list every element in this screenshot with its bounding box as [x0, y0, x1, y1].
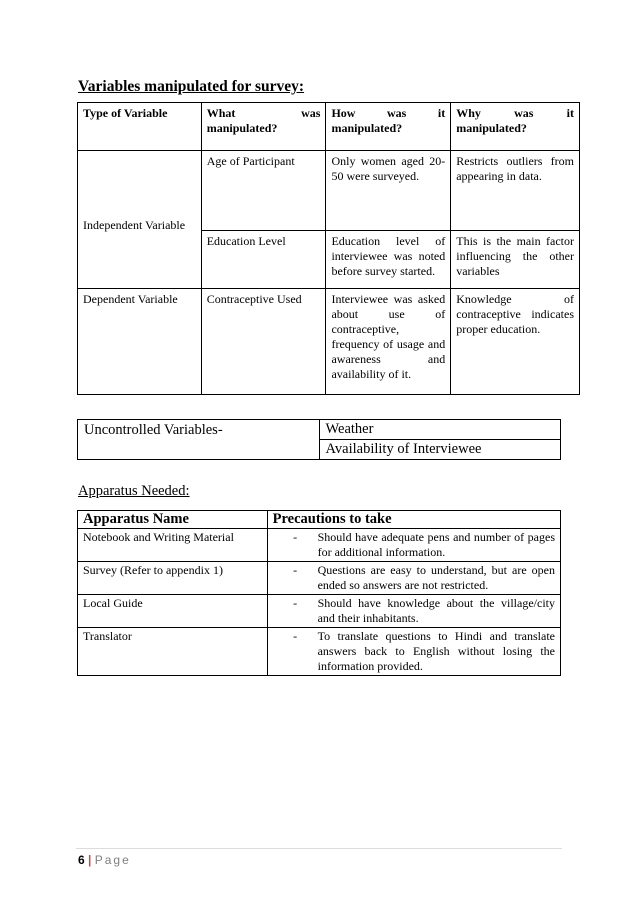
table-row [78, 595, 561, 628]
precaution-text: Should have adequate pens and number of pages for additional information. [317, 530, 555, 559]
apparatus-name: Survey (Refer to appendix 1) [78, 562, 268, 595]
footer-divider [76, 848, 562, 849]
independent-variable-label: Independent Variable [83, 217, 186, 232]
table-cell: Only women aged 20-50 were surveyed. [326, 151, 451, 231]
precaution-cell [267, 628, 560, 676]
uncontrolled-variables-table [77, 419, 561, 460]
table-cell: Knowledge of contraceptive indicates proper education. [451, 289, 580, 395]
section-heading-apparatus: Apparatus Needed: [78, 483, 190, 499]
table-row [78, 628, 561, 676]
dash-bullet: - [293, 596, 298, 610]
footer-separator: | [88, 853, 92, 867]
header-cell: What was manipulated? [201, 103, 326, 151]
header-cell: Why was it manipulated? [451, 103, 580, 151]
precaution-cell [267, 562, 560, 595]
precaution-text: Should have knowledge about the village/city and their inhabitants. [317, 596, 555, 625]
table-header-row [78, 103, 580, 151]
header-cell: Apparatus Name [78, 511, 268, 529]
page-number: 6 [78, 853, 85, 867]
table-row [78, 562, 561, 595]
variables-table [77, 102, 580, 395]
uncontrolled-item: Availability of Interviewee [319, 440, 561, 460]
precaution-text: Questions are easy to understand, but are open ended so answers are not restricted. [317, 563, 555, 592]
table-header-row [78, 511, 561, 529]
uncontrolled-item: Weather [319, 420, 561, 440]
section-heading-variables: Variables manipulated for survey: [78, 78, 305, 95]
table-cell: Education level of interviewee was noted before survey started. [326, 231, 451, 289]
dash-bullet: - [293, 530, 298, 544]
table-cell: This is the main factor influencing the other variables [451, 231, 580, 289]
uncontrolled-label-cell [78, 420, 320, 460]
apparatus-name: Notebook and Writing Material [78, 529, 268, 562]
table-row [78, 289, 580, 395]
apparatus-table [77, 510, 561, 676]
header-cell: Precautions to take [267, 511, 560, 529]
table-cell: Contraceptive Used [201, 289, 326, 395]
precaution-cell [267, 529, 560, 562]
header-cell: Type of Variable [78, 103, 202, 151]
dependent-variable-cell: Dependent Variable [78, 289, 202, 395]
table-cell: Age of Participant [201, 151, 326, 231]
dash-bullet: - [293, 629, 298, 643]
uncontrolled-label: Uncontrolled Variables- [84, 422, 223, 438]
page-label: Page [94, 853, 131, 867]
page-footer [78, 853, 131, 867]
apparatus-name: Translator [78, 628, 268, 676]
precaution-cell [267, 595, 560, 628]
table-row [78, 151, 580, 231]
apparatus-name: Local Guide [78, 595, 268, 628]
table-cell: Education Level [201, 231, 326, 289]
header-cell: How was it manipulated? [326, 103, 451, 151]
table-row [78, 420, 561, 440]
precaution-text: To translate questions to Hindi and translate answers back to English without losing the information provided. [317, 629, 555, 673]
dash-bullet: - [293, 563, 298, 577]
independent-variable-cell [78, 151, 202, 289]
table-row [78, 529, 561, 562]
table-cell: Interviewee was asked about use of contraceptive, frequency of usage and awareness and availability of it. [326, 289, 451, 395]
table-cell: Restricts outliers from appearing in data. [451, 151, 580, 231]
